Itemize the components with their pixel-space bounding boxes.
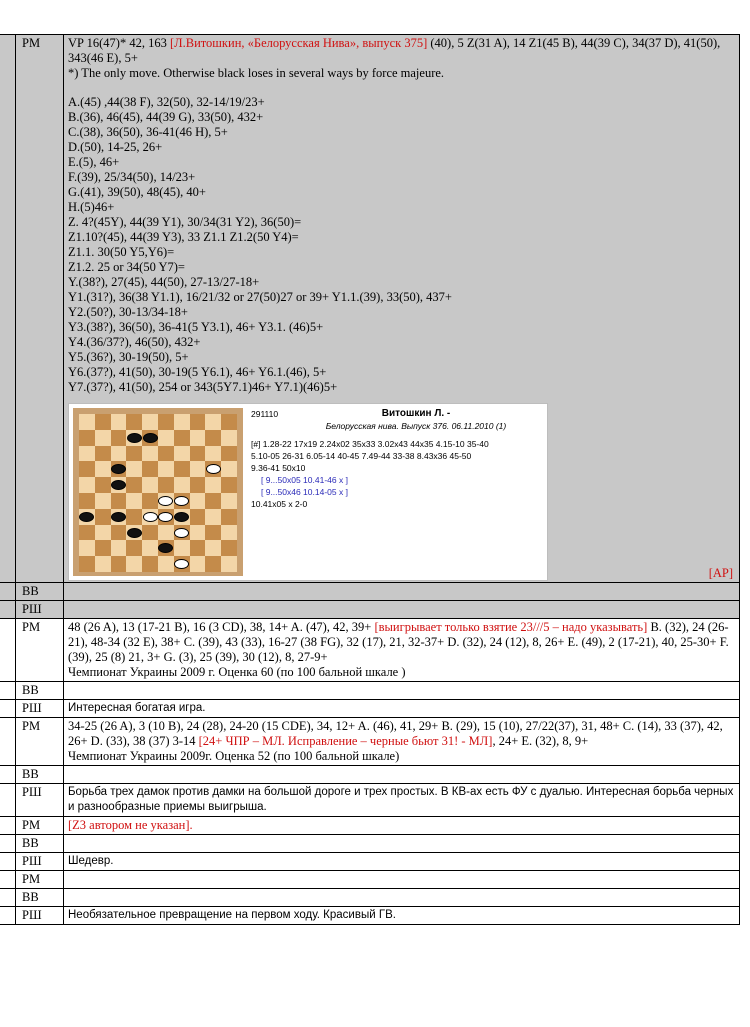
board-square (174, 477, 190, 493)
board-square (190, 414, 206, 430)
row-number (0, 700, 16, 718)
row-number (0, 835, 16, 853)
board-square (142, 540, 158, 556)
variation-line: Y2.(50?), 30-13/34-18+ (68, 305, 188, 319)
problem-figure (68, 403, 548, 581)
figure-solution-line: [#] 1.28-22 17x19 2.24x02 35x33 3.02x43 44x35 4.15-10 35-40 (251, 439, 489, 449)
row-number (0, 601, 16, 619)
solution-note: *) The only move. Otherwise black loses in several ways by force majeure. (68, 66, 445, 80)
board-square (142, 446, 158, 462)
table-row (0, 907, 740, 925)
board-square (79, 430, 95, 446)
board-square (79, 477, 95, 493)
variation-line: H.(5)46+ (68, 200, 115, 214)
board-square (190, 525, 206, 541)
table-row (0, 700, 740, 718)
board-square (205, 509, 221, 525)
board-square (205, 414, 221, 430)
board-square (95, 509, 111, 525)
row-content (64, 766, 740, 784)
board-square (126, 493, 142, 509)
row-content (64, 835, 740, 853)
board-square (142, 493, 158, 509)
figure-source: Белорусская нива. Выпуск 376. 06.11.2010 (1) (325, 421, 507, 431)
table-row (0, 835, 740, 853)
row-code: РМ (16, 817, 64, 835)
board-square (205, 525, 221, 541)
board-square (111, 525, 127, 541)
board-square (126, 461, 142, 477)
row-number (0, 766, 16, 784)
source-line: Чемпионат Украины 2009г. Оценка 52 (по 100 бальной шкале) (68, 749, 400, 763)
review-table (0, 34, 740, 925)
table-row (0, 784, 740, 817)
table-row (0, 35, 740, 583)
row-content (64, 871, 740, 889)
board-square (205, 430, 221, 446)
board-square (221, 493, 237, 509)
board-square (221, 525, 237, 541)
board-square (79, 493, 95, 509)
board-square (95, 493, 111, 509)
table-row (0, 601, 740, 619)
row-content (64, 889, 740, 907)
board-square (95, 430, 111, 446)
board-square (158, 414, 174, 430)
board-square (111, 556, 127, 572)
row-code: РШ (16, 784, 64, 817)
board-square (126, 509, 142, 525)
row-code: РШ (16, 907, 64, 925)
variation-line: Y4.(36/37?), 46(50), 432+ (68, 335, 201, 349)
table-row (0, 889, 740, 907)
board-square (158, 461, 174, 477)
board-square (126, 477, 142, 493)
board-square (221, 509, 237, 525)
board-square (221, 430, 237, 446)
board-square (111, 414, 127, 430)
board-square (79, 446, 95, 462)
variation-line: Z1.10?(45), 44(39 Y3), 33 Z1.1 Z1.2(50 Y4)= (68, 230, 299, 244)
board-square (190, 430, 206, 446)
figure-caption (251, 408, 541, 510)
row-code: ВВ (16, 889, 64, 907)
board-square (205, 493, 221, 509)
row-code: ВВ (16, 682, 64, 700)
source-line: Чемпионат Украины 2009 г. Оценка 60 (по 100 бальной шкале ) (68, 665, 406, 679)
variation-line: Y3.(38?), 36(50), 36-41(5 Y3.1), 46+ Y3.1. (46)5+ (68, 320, 324, 334)
variation-line: Y1.(31?), 36(38 Y1.1), 16/21/32 or 27(50)27 or 39+ Y1.1.(39), 33(50), 437+ (68, 290, 452, 304)
board-square (190, 493, 206, 509)
white-checker-icon (143, 512, 158, 522)
board-square (79, 461, 95, 477)
board-square (95, 414, 111, 430)
variation-line: Y7.(37?), 41(50), 254 or 343(5Y7.1)46+ Y7.1)(46)5+ (68, 380, 338, 394)
board-square (158, 430, 174, 446)
row-content (64, 583, 740, 601)
table-row (0, 682, 740, 700)
board-square (174, 540, 190, 556)
variation-line: F.(39), 25/34(50), 14/23+ (68, 170, 196, 184)
row-number (0, 718, 16, 766)
board-square (142, 461, 158, 477)
figure-id: 291110 (251, 409, 279, 419)
board-square (205, 540, 221, 556)
board-square (174, 430, 190, 446)
board-square (158, 556, 174, 572)
figure-area (68, 403, 735, 581)
variation-line: G.(41), 39(50), 48(45), 40+ (68, 185, 206, 199)
figure-title: Витошкин Л. - (381, 408, 451, 419)
board-square (126, 540, 142, 556)
row-code: ВВ (16, 583, 64, 601)
board-square (221, 556, 237, 572)
board-square (95, 461, 111, 477)
row-number (0, 583, 16, 601)
row-number (0, 619, 16, 682)
reviewer-tag: [AP] (708, 566, 733, 580)
black-checker-icon (127, 433, 142, 443)
row-content: [Z3 автором не указан]. (64, 817, 740, 835)
board-square (111, 493, 127, 509)
row-comment: Интересная богатая игра. (64, 700, 740, 718)
board-square (190, 509, 206, 525)
variation-list (68, 95, 735, 395)
table-row (0, 583, 740, 601)
board-square (95, 446, 111, 462)
checkers-board (79, 414, 237, 572)
row-code: РМ (16, 871, 64, 889)
board-square (95, 540, 111, 556)
solution-head: VP 16(47)* 42, 163 [Л.Витошкин, «Белорусская Нива», выпуск 375] (40), 5 Z(31 A), 14 Z1(45 B), 44(39 C), 34(37 D), 41(50), 343(46 E), 5+ (68, 36, 721, 65)
variation-line: Z. 4?(45Y), 44(39 Y1), 30/34(31 Y2), 36(50)= (68, 215, 302, 229)
row-number (0, 907, 16, 925)
row-code: РШ (16, 853, 64, 871)
row-number (0, 817, 16, 835)
board-square (221, 446, 237, 462)
row-content: 34-25 (26 A), 3 (10 B), 24 (28), 24-20 (15 CDE), 34, 12+ A. (46), 41, 29+ B. (29), 15 (10), 27/22(37), 31, 48+ C. (14), 33 (37), 42, 26+ D. (33), 38 (37) 3-14 [24+ ЧПР – МЛ. Исправление – черные бьют 31! - МЛ], 24+ E. (32), 8, 9+ Чемпионат Украины 2009г. Оценка 52 (по 100 бальной шкале) (64, 718, 740, 766)
board-square (221, 461, 237, 477)
board-square (205, 477, 221, 493)
board-square (221, 477, 237, 493)
row-content (64, 35, 740, 583)
variation-line: Y.(38?), 27(45), 44(50), 27-13/27-18+ (68, 275, 260, 289)
board-square (221, 540, 237, 556)
black-checker-icon (174, 512, 189, 522)
board-square (205, 556, 221, 572)
row-number (0, 35, 16, 583)
board-square (95, 556, 111, 572)
board-square (142, 556, 158, 572)
row-code: РМ (16, 718, 64, 766)
variation-line: C.(38), 36(50), 36-41(46 H), 5+ (68, 125, 228, 139)
row-content (64, 601, 740, 619)
row-comment: Шедевр. (64, 853, 740, 871)
row-code: РШ (16, 700, 64, 718)
board-square (190, 540, 206, 556)
row-code: РМ (16, 619, 64, 682)
row-number (0, 784, 16, 817)
board-square (79, 525, 95, 541)
black-checker-icon (111, 512, 126, 522)
row-code: ВВ (16, 835, 64, 853)
board-square (142, 477, 158, 493)
board-square (190, 446, 206, 462)
board-square (126, 414, 142, 430)
variation-line: A.(45) ,44(38 F), 32(50), 32-14/19/23+ (68, 95, 265, 109)
white-checker-icon (174, 528, 189, 538)
variation-line: B.(36), 46(45), 44(39 G), 33(50), 432+ (68, 110, 264, 124)
board-square (79, 540, 95, 556)
table-row (0, 619, 740, 682)
variation-line: Y5.(36?), 30-19(50), 5+ (68, 350, 189, 364)
figure-final: 10.41x05 x 2-0 (251, 499, 308, 509)
table-row (0, 718, 740, 766)
board-square (190, 556, 206, 572)
board-square (95, 525, 111, 541)
board-square (111, 430, 127, 446)
row-code: РМ (16, 35, 64, 583)
figure-solution-line: 9.36-41 50x10 (251, 463, 306, 473)
board-square (111, 446, 127, 462)
black-checker-icon (127, 528, 142, 538)
row-content (64, 682, 740, 700)
row-number (0, 853, 16, 871)
variation-line: E.(5), 46+ (68, 155, 120, 169)
board-square (126, 446, 142, 462)
row-content: 48 (26 A), 13 (17-21 B), 16 (3 CD), 38, 14+ A. (47), 42, 39+ [выигрывает только взятие 23///5 – надо указывать] B. (32), 24 (26-21), 48-34 (32 E), 38+ C. (39), 43 (33), 16-27 (38 FG), 32 (17), 21, 32-37+ D. (32), 24 (12), 8, 26+ E. (49), 2 (17-21), 40, 25-30+ F. (39), 25 (8) 21, 3+ G. (3), 25 (39), 30 (12), 8, 27-9+ Чемпионат Украины 2009 г. Оценка 60 (по 100 бальной шкале ) (64, 619, 740, 682)
board-square (205, 446, 221, 462)
board-square (190, 461, 206, 477)
checkers-board-frame (73, 408, 243, 576)
board-square (190, 477, 206, 493)
board-square (158, 477, 174, 493)
row-code: РШ (16, 601, 64, 619)
board-square (174, 414, 190, 430)
figure-variant: [ 9...50x05 10.41-46 x ] (261, 475, 348, 485)
board-square (158, 446, 174, 462)
board-square (142, 414, 158, 430)
row-number (0, 889, 16, 907)
table-row (0, 766, 740, 784)
board-square (79, 414, 95, 430)
board-square (142, 525, 158, 541)
figure-solution-line: 5.10-05 26-31 6.05-14 40-45 7.49-44 33-38 8.43x36 45-50 (251, 451, 472, 461)
board-square (158, 525, 174, 541)
board-square (174, 461, 190, 477)
variation-line: D.(50), 14-25, 26+ (68, 140, 163, 154)
row-comment: Необязательное превращение на первом ходу. Красивый ГВ. (64, 907, 740, 925)
variation-line: Z1.2. 25 or 34(50 Y7)= (68, 260, 185, 274)
row-comment: Борьба трех дамок против дамки на большой дороге и трех простых. В КВ-ах есть ФУ с дуалью. Интересная борьба черных и разнообразные приемы выигрыша. (64, 784, 740, 817)
table-row (0, 871, 740, 889)
board-square (174, 446, 190, 462)
board-square (126, 556, 142, 572)
table-row (0, 853, 740, 871)
board-square (111, 540, 127, 556)
black-checker-icon (143, 433, 158, 443)
table-row (0, 817, 740, 835)
row-code: ВВ (16, 766, 64, 784)
row-number (0, 682, 16, 700)
figure-variant: [ 9...50x46 10.14-05 x ] (261, 487, 348, 497)
board-square (95, 477, 111, 493)
board-square (79, 556, 95, 572)
variation-line: Y6.(37?), 41(50), 30-19(5 Y6.1), 46+ Y6.1.(46), 5+ (68, 365, 327, 379)
variation-line: Z1.1. 30(50 Y5,Y6)= (68, 245, 175, 259)
row-number (0, 871, 16, 889)
board-square (221, 414, 237, 430)
